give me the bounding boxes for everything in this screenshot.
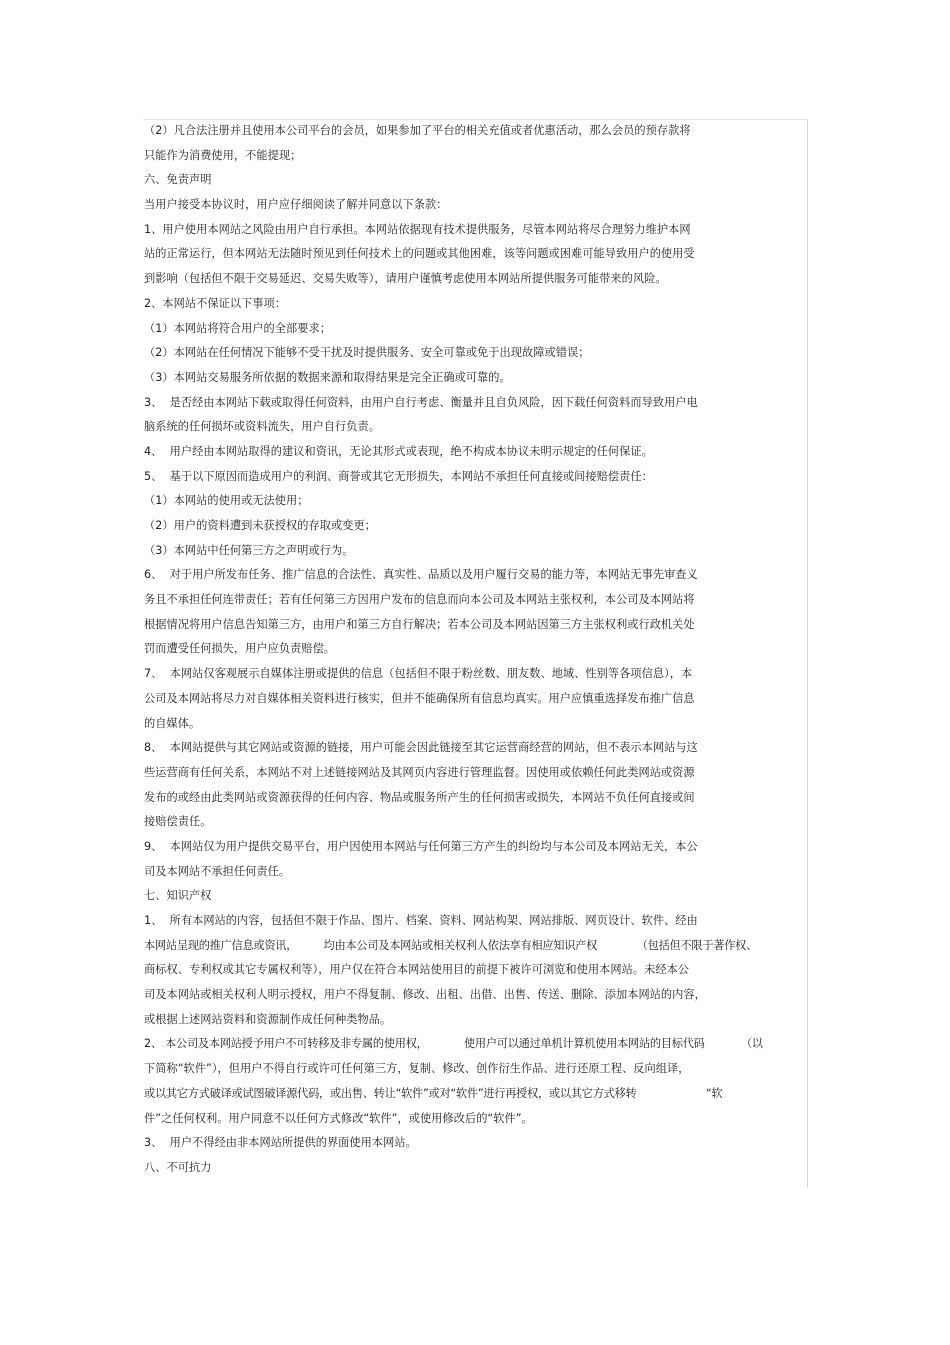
- text-line: 2、 本公司及本网站授予用户不可转移及非专属的使用权， 使用户可以通过单机计算机使用本网站的目标代码 （以: [144, 1037, 763, 1051]
- text-line: （2）本网站在任何情况下能够不受干扰及时提供服务、安全可靠或免于出现故障或错误；: [144, 346, 590, 360]
- text-line: 的自媒体。: [144, 716, 201, 730]
- text-line: 根据情况将用户信息告知第三方，由用户和第三方自行解决；若本公司及本网站因第三方主张权利或行政机关处: [144, 617, 695, 631]
- text-line: 3、 是否经由本网站下载或取得任何资料，由用户自行考虑、衡量并且自负风险，因下载任何资料而导致用户电: [144, 395, 698, 409]
- text-line: （1）本网站将符合用户的全部要求；: [144, 321, 331, 335]
- text-line: 件”之任何权利。用户同意不以任何方式修改“软件”，或使用修改后的“软件”。: [144, 1111, 533, 1125]
- section-heading: 八、不可抗力: [144, 1160, 212, 1174]
- text-line: 7、 本网站仅客观展示自媒体注册或提供的信息（包括但不限于粉丝数、朋友数、地域、性别等各项信息），本: [144, 667, 693, 681]
- text-line: 3、 用户不得经由非本网站所提供的界面使用本网站。: [144, 1136, 417, 1150]
- text-line: 接赔偿责任。: [144, 815, 212, 829]
- text-line: 公司及本网站将尽力对自媒体相关资料进行核实，但并不能确保所有信息均真实。用户应慎重选择发布推广信息: [144, 691, 695, 705]
- text-line: 当用户接受本协议时，用户应仔细阅读了解并同意以下条款：: [144, 198, 448, 212]
- text-line: 本网站呈现的推广信息或资讯， 均由本公司及本网站或相关权利人依法享有相应知识产权 （包括但不限于著作权、: [144, 938, 758, 952]
- text-line: 2、本网站不保证以下事项：: [144, 296, 287, 310]
- text-line: 8、 本网站提供与其它网站或资源的链接，用户可能会因此链接至其它运营商经营的网站，但不表示本网站与这: [144, 741, 698, 755]
- text-line: 或以其它方式破译或试图破译源代码，或出售、转让“软件”或对“软件”进行再授权，或以其它方式移转 “软: [144, 1086, 723, 1100]
- text-line: 4、 用户经由本网站取得的建议和资讯，无论其形式或表现，绝不构成本协议未明示规定的任何保证。: [144, 444, 653, 458]
- text-line: （2）用户的资料遭到未获授权的存取或变更；: [144, 519, 376, 532]
- text-line: 脑系统的任何损坏或资料流失，用户自行负责。: [144, 420, 380, 434]
- document-body: [144, 119, 814, 1181]
- text-line: （3）本网站交易服务所依据的数据来源和取得结果是完全正确或可靠的。: [144, 370, 511, 384]
- text-line: 商标权、专利权或其它专属权利等），用户仅在符合本网站使用目的前提下被许可浏览和使用本网站。未经本公: [144, 963, 690, 977]
- text-line: 站的正常运行，但本网站无法随时预见到任何技术上的问题或其他困难，该等问题或困难可能导致用户的使用受: [144, 247, 695, 261]
- text-line: 下简称“软件”），但用户不得自行或许可任何第三方，复制、修改、创作衍生作品、进行还原工程、反向组译，: [144, 1062, 690, 1076]
- text-line: 9、 本网站仅为用户提供交易平台，用户因使用本网站与任何第三方产生的纠纷均与本公司及本网站无关，本公: [144, 839, 698, 853]
- text-line: 只能作为消费使用，不能提现；: [144, 148, 302, 162]
- text-line: 罚而遭受任何损失，用户应负责赔偿。: [144, 642, 336, 656]
- section-heading: 六、免责声明: [144, 173, 212, 187]
- text-line: 5、 基于以下原因而造成用户的利润、商誉或其它无形损失，本网站不承担任何直接或间接赔偿责任：: [144, 469, 653, 483]
- text-line: 司及本网站或相关权利人明示授权，用户不得复制、修改、出租、出借、出售、传送、删除、添加本网站的内容，: [144, 988, 706, 1002]
- section-heading: 七、知识产权: [144, 889, 212, 903]
- text-line: 1、用户使用本网站之风险由用户自行承担。本网站依据现有技术提供服务，尽管本网站将尽合理努力维护本网: [144, 222, 691, 236]
- text-line: 务且不承担任何连带责任；若有任何第三方因用户发布的信息而向本公司及本网站主张权利，本公司及本网站将: [144, 593, 695, 607]
- text-line: 6、 对于用户所发布任务、推广信息的合法性、真实性、品质以及用户履行交易的能力等，本网站无事先审查义: [144, 568, 698, 582]
- text-line: （2）凡合法注册并且使用本公司平台的会员，如果参加了平台的相关充值或者优惠活动，那么会员的预存款将: [144, 124, 691, 137]
- text-line: 到影响（包括但不限于交易延迟、交易失败等），请用户谨慎考虑使用本网站所提供服务可能带来的风险。: [144, 272, 667, 286]
- text-line: （3）本网站中任何第三方之声明或行为。: [144, 543, 354, 557]
- text-line: （1）本网站的使用或无法使用；: [144, 494, 309, 508]
- text-line: 或根据上述网站资料和资源制作成任何种类物品。: [144, 1012, 392, 1026]
- text-line: 些运营商有任何关系，本网站不对上述链接网站及其网页内容进行管理监督。因使用或依赖任何此类网站或资源: [144, 765, 695, 779]
- text-line: 1、 所有本网站的内容，包括但不限于作品、图片、档案、资料、网站构架、网站排版、网页设计、软件、经由: [144, 914, 698, 927]
- text-line: 发布的或经由此类网站或资源获得的任何内容、物品或服务所产生的任何损害或损失，本网站不负任何直接或间: [144, 790, 695, 804]
- text-line: 司及本网站不承担任何责任。: [144, 864, 291, 878]
